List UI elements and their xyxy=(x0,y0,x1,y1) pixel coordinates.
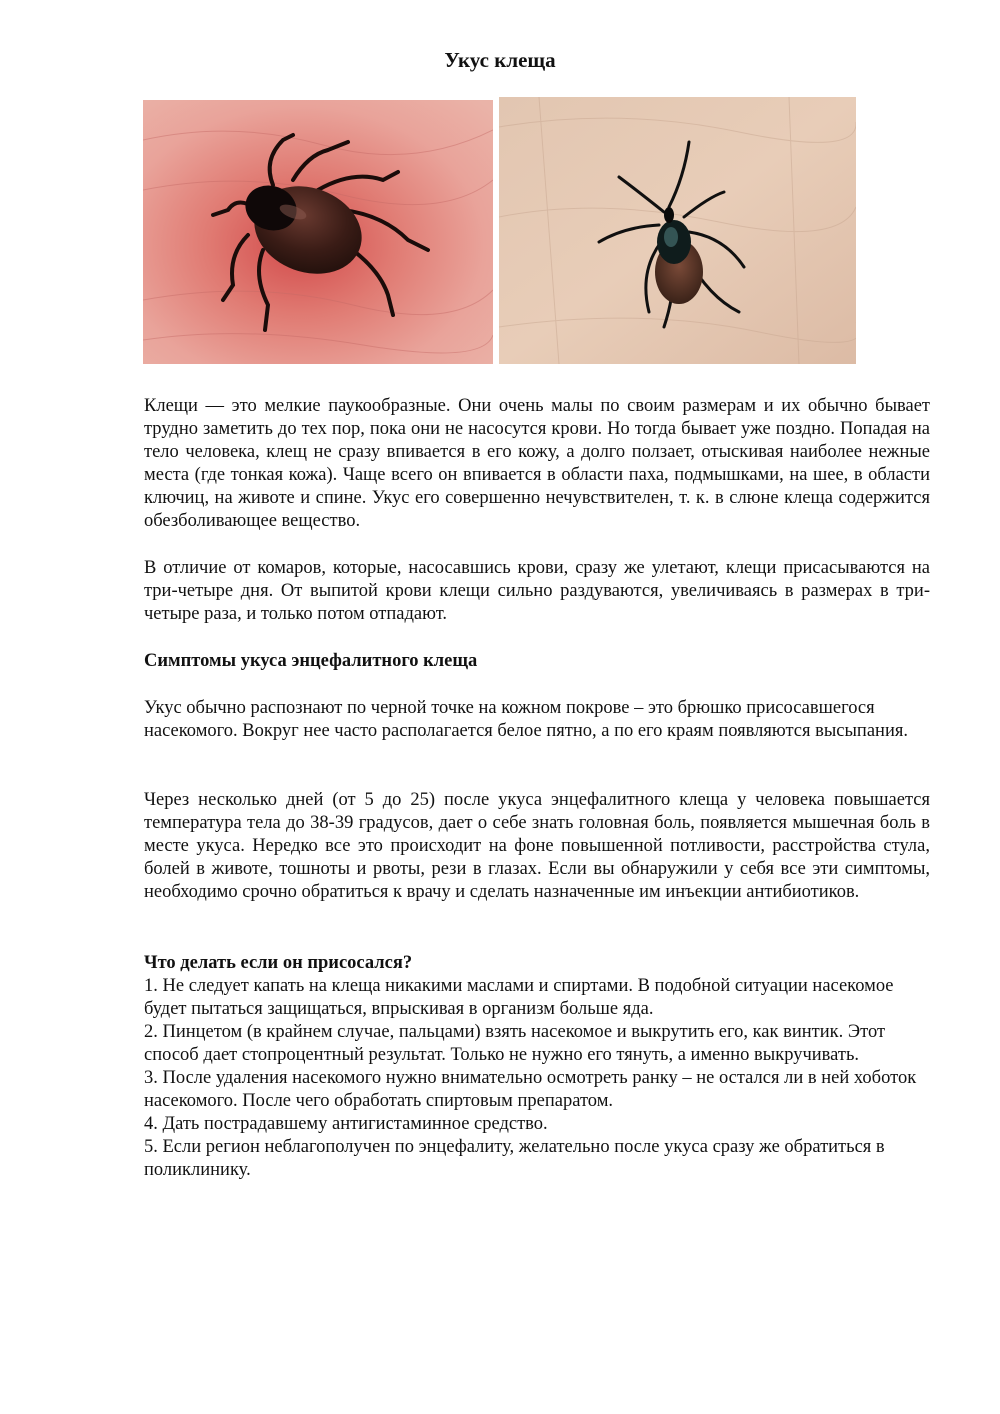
list-item: 3. После удаления насекомого нужно внимательно осмотреть ранку – не остался ли в ней хоботок насекомого. После чего обработать спиртовым препаратом. xyxy=(144,1068,917,1111)
tick-on-skin-photo xyxy=(499,97,856,364)
tick-on-red-skin-photo xyxy=(143,100,493,364)
list-item: 5. Если регион неблагополучен по энцефалиту, желательно после укуса сразу же обратиться в поликлинику. xyxy=(144,1137,885,1180)
comparison-paragraph: В отличие от комаров, которые, насосавшись крови, сразу же улетают, клещи присасываются на три-четыре дня. От выпитой крови клещи сильно раздуваются, увеличиваясь в размерах в три-четыре раза, и только потом отпадают. xyxy=(144,558,930,624)
symptoms-detail-paragraph: Через несколько дней (от 5 до 25) после укуса энцефалитного клеща у человека повышается температура тела до 38-39 градусов, дает о себе знать головная боль, появляется мышечная боль в месте укуса. Нередко все это происходит на фоне повышенной потливости, расстройства стула, болей в животе, тошноты и рвоты, рези в глазах. Если вы обнаружили у себя все эти симптомы, необходимо срочно обратиться к врачу и сделать назначенные им инъекции антибиотиков. xyxy=(144,790,930,902)
page-title: Укус клеща xyxy=(444,48,556,72)
intro-paragraph: Клещи — это мелкие паукообразные. Они очень малы по своим размерам и их обычно бывает трудно заметить до тех пор, пока они не насосутся крови. Но тогда бывает уже поздно. Попадая на тело человека, клещ не сразу впивается в его кожу, а долго ползает, отыскивая наиболее нежные места (где тонкая кожа). Чаще всего он впивается в области паха, подмышками, на шее, в области ключиц, на животе и спине. Укус его совершенно нечувствителен, т. к. в слюне клеща содержится обезболивающее вещество. xyxy=(144,396,930,531)
actions-heading: Что делать если он присосался? xyxy=(144,953,413,973)
symptoms-heading: Симптомы укуса энцефалитного клеща xyxy=(144,651,478,671)
list-item: 1. Не следует капать на клеща никакими маслами и спиртами. В подобной ситуации насекомое будет пытаться защищаться, впрыскивая в организм больше яда. xyxy=(144,976,894,1019)
list-item: 4. Дать пострадавшему антигистаминное средство. xyxy=(144,1114,548,1134)
actions-list xyxy=(144,975,924,1182)
symptoms-recognition-paragraph: Укус обычно распознают по черной точке на кожном покрове – это брюшко присосавшегося насекомого. Вокруг нее часто располагается белое пятно, а по его краям появляются высыпания. xyxy=(144,698,908,741)
list-item: 2. Пинцетом (в крайнем случае, пальцами) взять насекомое и выкрутить его, как винтик. Этот способ дает стопроцентный результат. Только не нужно его тянуть, а именно выкручивать. xyxy=(144,1022,886,1065)
